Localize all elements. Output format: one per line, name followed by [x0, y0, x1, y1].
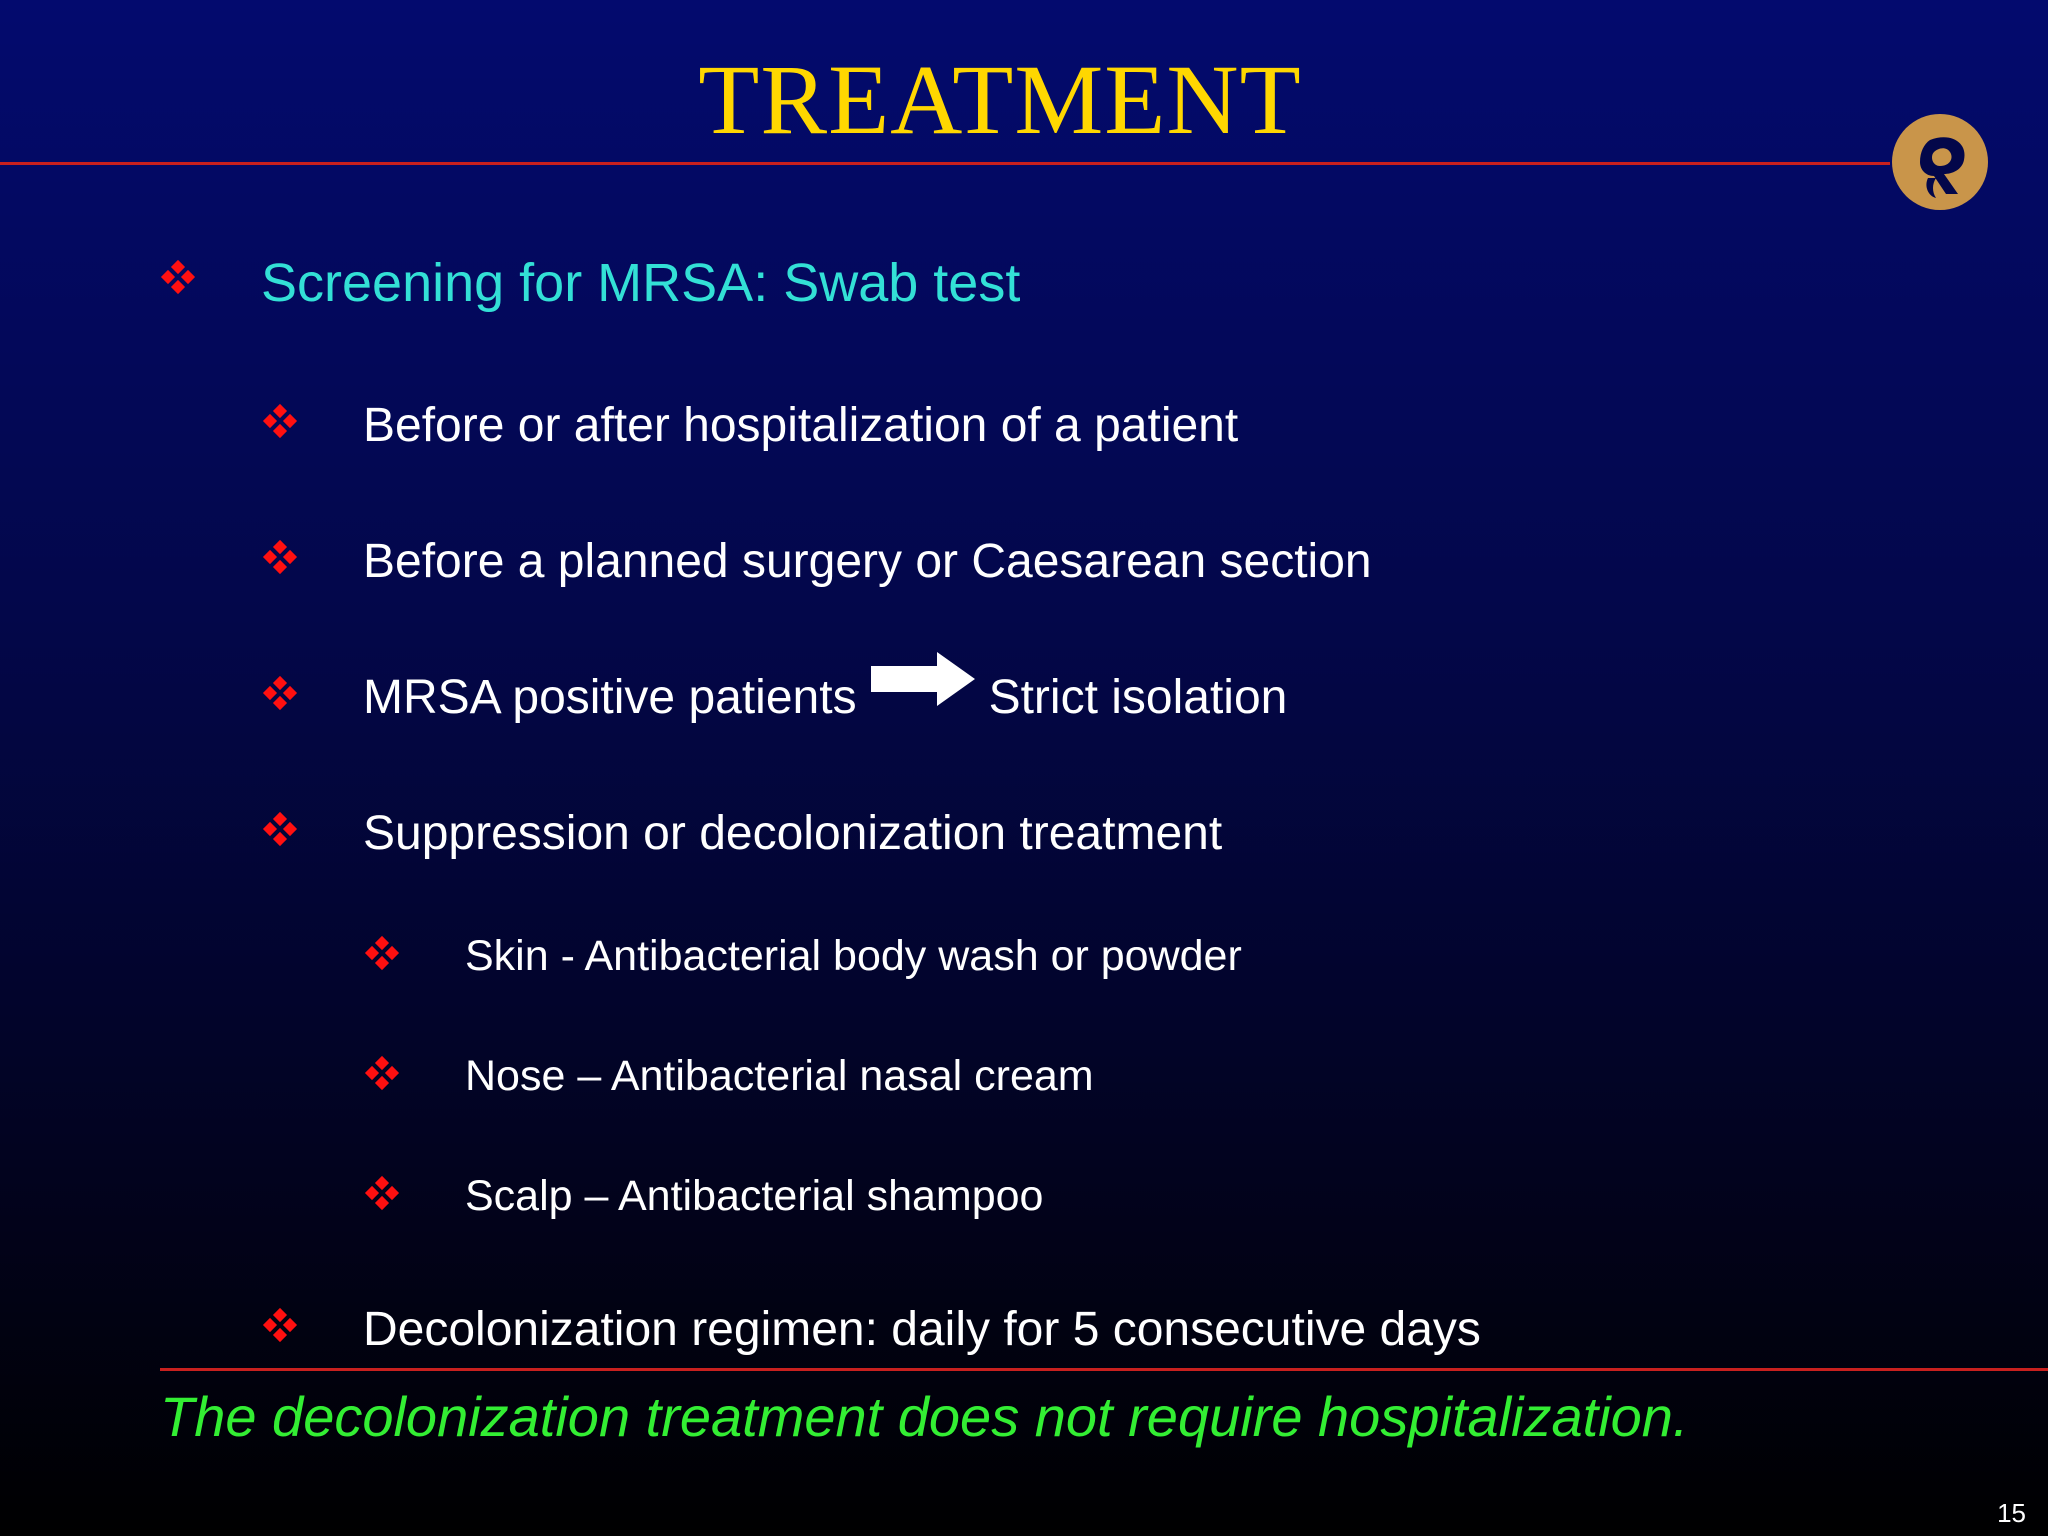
footer-divider [160, 1368, 2048, 1371]
bullet-text: Before a planned surgery or Caesarean section [363, 535, 1372, 588]
bullet-item [362, 1172, 1043, 1221]
reliance-logo-icon [1890, 112, 1990, 212]
diamond-bullet-icon [362, 1176, 402, 1216]
diamond-bullet-icon [260, 812, 300, 852]
diamond-bullet-icon [260, 676, 300, 716]
footer-note: The decolonization treatment does not require hospitalization. [160, 1385, 1689, 1448]
right-arrow-icon [871, 652, 975, 706]
page-number: 15 [1997, 1498, 2026, 1528]
bullet-item [158, 252, 1020, 314]
diamond-bullet-icon [260, 404, 300, 444]
bullet-item [260, 398, 1238, 453]
bullet-text: Screening for MRSA: Swab test [261, 253, 1021, 313]
bullet-text-after-arrow: Strict isolation [988, 671, 1288, 724]
bullet-text: Scalp – Antibacterial shampoo [465, 1172, 1044, 1220]
diamond-bullet-icon [260, 1308, 300, 1348]
bullet-text: Nose – Antibacterial nasal cream [465, 1052, 1094, 1100]
bullet-text-before-arrow: MRSA positive patients [363, 671, 857, 724]
title-divider [0, 162, 1890, 165]
bullet-text: Suppression or decolonization treatment [363, 807, 1223, 860]
bullet-text: Before or after hospitalization of a patient [363, 399, 1239, 452]
bullet-item [260, 806, 1222, 861]
diamond-bullet-icon [260, 540, 300, 580]
diamond-bullet-icon [362, 936, 402, 976]
slide-title: TREATMENT [698, 44, 1302, 155]
diamond-bullet-icon [158, 260, 198, 300]
bullet-item [362, 932, 1242, 981]
bullet-item [260, 670, 1287, 725]
bullet-item [362, 1052, 1094, 1101]
diamond-bullet-icon [362, 1056, 402, 1096]
bullet-item [260, 1302, 1481, 1357]
bullet-text: Decolonization regimen: daily for 5 consecutive days [363, 1303, 1481, 1356]
bullet-item [260, 534, 1372, 589]
bullet-text: Skin - Antibacterial body wash or powder [465, 932, 1242, 980]
